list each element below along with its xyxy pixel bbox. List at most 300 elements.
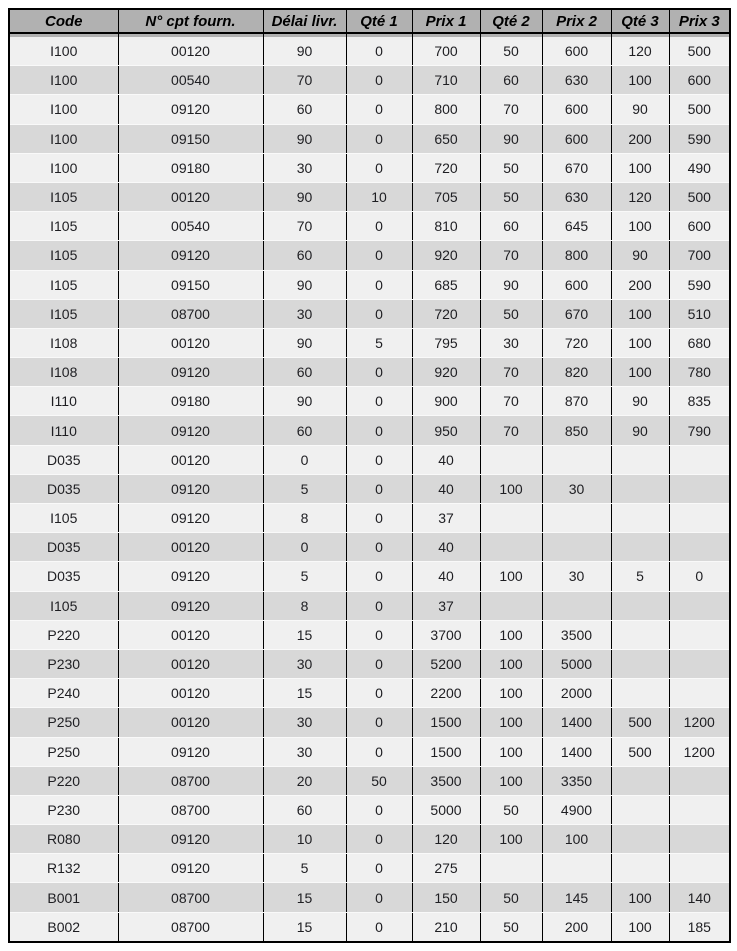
cell-delai-livr: 30	[263, 708, 346, 737]
cell-code: I100	[9, 153, 118, 182]
cell-qte-2: 70	[480, 416, 542, 445]
cell-prix-3: 700	[669, 241, 730, 270]
cell-code: I105	[9, 504, 118, 533]
cell-delai-livr: 90	[263, 270, 346, 299]
cell-delai-livr: 30	[263, 153, 346, 182]
cell-code: D035	[9, 474, 118, 503]
column-header-prix-1	[412, 9, 480, 37]
cell-prix-3	[669, 620, 730, 649]
cell-qte-3	[611, 825, 669, 854]
cell-prix-3	[669, 445, 730, 474]
cell-prix-3	[669, 504, 730, 533]
cell-n-cpt-fourn: 08700	[118, 883, 263, 912]
cell-prix-3: 1200	[669, 737, 730, 766]
cell-delai-livr: 0	[263, 445, 346, 474]
cell-prix-3: 680	[669, 328, 730, 357]
cell-qte-1: 0	[346, 708, 412, 737]
cell-prix-3	[669, 591, 730, 620]
cell-prix-2: 670	[542, 299, 611, 328]
cell-qte-3: 100	[611, 153, 669, 182]
cell-prix-1: 900	[412, 387, 480, 416]
cell-n-cpt-fourn: 00540	[118, 66, 263, 95]
table-row[interactable]	[9, 241, 730, 270]
cell-qte-3	[611, 620, 669, 649]
cell-qte-2	[480, 591, 542, 620]
cell-code: D035	[9, 533, 118, 562]
cell-qte-2: 100	[480, 620, 542, 649]
cell-n-cpt-fourn: 09120	[118, 474, 263, 503]
cell-prix-3	[669, 533, 730, 562]
cell-prix-1: 37	[412, 591, 480, 620]
cell-prix-3	[669, 474, 730, 503]
cell-qte-3: 5	[611, 562, 669, 591]
column-header-label: Code	[10, 10, 118, 34]
cell-prix-1: 720	[412, 153, 480, 182]
cell-prix-2	[542, 854, 611, 883]
table-row[interactable]	[9, 737, 730, 766]
cell-prix-1: 650	[412, 124, 480, 153]
cell-n-cpt-fourn: 00120	[118, 533, 263, 562]
cell-prix-2: 4900	[542, 795, 611, 824]
cell-prix-1: 210	[412, 912, 480, 942]
cell-prix-1: 40	[412, 533, 480, 562]
cell-n-cpt-fourn: 09120	[118, 504, 263, 533]
cell-prix-2: 600	[542, 124, 611, 153]
cell-n-cpt-fourn: 09120	[118, 737, 263, 766]
cell-delai-livr: 70	[263, 212, 346, 241]
cell-qte-3	[611, 591, 669, 620]
cell-delai-livr: 90	[263, 387, 346, 416]
cell-prix-3	[669, 649, 730, 678]
table-row[interactable]	[9, 445, 730, 474]
cell-prix-3: 790	[669, 416, 730, 445]
cell-code: D035	[9, 445, 118, 474]
cell-prix-2: 200	[542, 912, 611, 942]
cell-qte-3: 90	[611, 95, 669, 124]
cell-prix-2: 600	[542, 37, 611, 66]
cell-prix-1: 950	[412, 416, 480, 445]
cell-prix-2: 870	[542, 387, 611, 416]
cell-qte-1: 0	[346, 95, 412, 124]
cell-delai-livr: 30	[263, 649, 346, 678]
table-header-row	[9, 9, 730, 37]
cell-qte-3: 120	[611, 37, 669, 66]
cell-n-cpt-fourn: 08700	[118, 766, 263, 795]
cell-delai-livr: 60	[263, 241, 346, 270]
cell-n-cpt-fourn: 09180	[118, 387, 263, 416]
table-row[interactable]	[9, 825, 730, 854]
cell-n-cpt-fourn: 00120	[118, 182, 263, 211]
cell-delai-livr: 5	[263, 474, 346, 503]
cell-delai-livr: 70	[263, 66, 346, 95]
cell-qte-2: 50	[480, 883, 542, 912]
cell-prix-1: 705	[412, 182, 480, 211]
cell-prix-3: 1200	[669, 708, 730, 737]
cell-prix-1: 5000	[412, 795, 480, 824]
cell-prix-1: 810	[412, 212, 480, 241]
cell-prix-1: 40	[412, 445, 480, 474]
cell-delai-livr: 60	[263, 95, 346, 124]
cell-qte-1: 0	[346, 124, 412, 153]
cell-prix-3: 600	[669, 212, 730, 241]
cell-n-cpt-fourn: 09120	[118, 825, 263, 854]
cell-delai-livr: 60	[263, 416, 346, 445]
cell-qte-3: 120	[611, 182, 669, 211]
cell-prix-1: 40	[412, 474, 480, 503]
cell-code: I110	[9, 416, 118, 445]
cell-qte-1: 0	[346, 212, 412, 241]
table-row[interactable]	[9, 591, 730, 620]
table-row[interactable]	[9, 533, 730, 562]
cell-qte-2: 100	[480, 649, 542, 678]
cell-n-cpt-fourn: 09120	[118, 358, 263, 387]
table-row[interactable]	[9, 474, 730, 503]
cell-qte-3: 200	[611, 124, 669, 153]
cell-n-cpt-fourn: 09180	[118, 153, 263, 182]
cell-qte-2: 70	[480, 358, 542, 387]
table-row[interactable]	[9, 679, 730, 708]
cell-n-cpt-fourn: 00120	[118, 37, 263, 66]
cell-delai-livr: 10	[263, 825, 346, 854]
cell-prix-2: 5000	[542, 649, 611, 678]
cell-qte-1: 10	[346, 182, 412, 211]
cell-prix-2: 30	[542, 562, 611, 591]
table-row[interactable]	[9, 212, 730, 241]
cell-qte-1: 5	[346, 328, 412, 357]
cell-n-cpt-fourn: 08700	[118, 795, 263, 824]
table-row[interactable]	[9, 95, 730, 124]
cell-prix-1: 40	[412, 562, 480, 591]
cell-qte-1: 0	[346, 679, 412, 708]
cell-prix-3: 500	[669, 37, 730, 66]
cell-prix-1: 795	[412, 328, 480, 357]
cell-code: I100	[9, 66, 118, 95]
cell-qte-1: 0	[346, 387, 412, 416]
table-row[interactable]	[9, 37, 730, 66]
cell-qte-3: 100	[611, 883, 669, 912]
cell-prix-2: 3350	[542, 766, 611, 795]
cell-prix-1: 685	[412, 270, 480, 299]
cell-qte-1: 0	[346, 562, 412, 591]
cell-code: B001	[9, 883, 118, 912]
table-row[interactable]	[9, 124, 730, 153]
cell-n-cpt-fourn: 09120	[118, 591, 263, 620]
cell-code: P230	[9, 649, 118, 678]
cell-prix-3: 185	[669, 912, 730, 942]
cell-delai-livr: 90	[263, 37, 346, 66]
cell-n-cpt-fourn: 08700	[118, 299, 263, 328]
cell-prix-2: 30	[542, 474, 611, 503]
cell-code: I110	[9, 387, 118, 416]
cell-prix-3: 500	[669, 95, 730, 124]
cell-qte-3: 100	[611, 299, 669, 328]
cell-n-cpt-fourn: 09120	[118, 95, 263, 124]
column-header-n-cpt-fourn	[118, 9, 263, 37]
cell-qte-2: 60	[480, 212, 542, 241]
cell-qte-2: 100	[480, 562, 542, 591]
cell-qte-2: 50	[480, 912, 542, 942]
cell-prix-2	[542, 504, 611, 533]
table-row[interactable]	[9, 153, 730, 182]
cell-qte-2: 100	[480, 679, 542, 708]
table-row[interactable]	[9, 504, 730, 533]
cell-prix-1: 37	[412, 504, 480, 533]
table-row[interactable]	[9, 854, 730, 883]
cell-prix-3	[669, 766, 730, 795]
table-row[interactable]	[9, 328, 730, 357]
cell-qte-1: 0	[346, 358, 412, 387]
cell-code: P250	[9, 708, 118, 737]
cell-prix-1: 275	[412, 854, 480, 883]
cell-prix-2: 645	[542, 212, 611, 241]
cell-qte-1: 0	[346, 445, 412, 474]
cell-prix-3	[669, 795, 730, 824]
cell-delai-livr: 90	[263, 182, 346, 211]
cell-prix-2: 630	[542, 182, 611, 211]
cell-prix-3: 500	[669, 182, 730, 211]
cell-qte-3: 100	[611, 358, 669, 387]
cell-n-cpt-fourn: 09120	[118, 416, 263, 445]
cell-code: P230	[9, 795, 118, 824]
cell-delai-livr: 15	[263, 620, 346, 649]
cell-prix-3: 600	[669, 66, 730, 95]
cell-qte-3	[611, 795, 669, 824]
cell-prix-3: 835	[669, 387, 730, 416]
cell-qte-2: 50	[480, 153, 542, 182]
cell-qte-2: 100	[480, 708, 542, 737]
cell-delai-livr: 0	[263, 533, 346, 562]
cell-qte-1: 0	[346, 416, 412, 445]
cell-prix-2: 670	[542, 153, 611, 182]
table-body	[9, 37, 730, 942]
cell-n-cpt-fourn: 09120	[118, 241, 263, 270]
cell-code: I105	[9, 212, 118, 241]
cell-delai-livr: 60	[263, 795, 346, 824]
cell-qte-1: 0	[346, 153, 412, 182]
column-header-label: Délai livr.	[264, 10, 346, 34]
table-row[interactable]	[9, 182, 730, 211]
cell-prix-2: 600	[542, 95, 611, 124]
cell-code: I108	[9, 358, 118, 387]
cell-qte-2: 70	[480, 387, 542, 416]
cell-qte-1: 0	[346, 795, 412, 824]
cell-n-cpt-fourn: 00120	[118, 649, 263, 678]
cell-qte-1: 50	[346, 766, 412, 795]
cell-code: D035	[9, 562, 118, 591]
cell-n-cpt-fourn: 08700	[118, 912, 263, 942]
cell-qte-1: 0	[346, 883, 412, 912]
column-header-delai-livr	[263, 9, 346, 37]
cell-qte-1: 0	[346, 825, 412, 854]
cell-delai-livr: 15	[263, 679, 346, 708]
cell-qte-1: 0	[346, 299, 412, 328]
cell-prix-3	[669, 825, 730, 854]
cell-delai-livr: 5	[263, 562, 346, 591]
cell-qte-3	[611, 766, 669, 795]
cell-code: P220	[9, 766, 118, 795]
cell-code: I100	[9, 37, 118, 66]
column-header-label: Prix 3	[670, 10, 730, 34]
cell-prix-3: 590	[669, 270, 730, 299]
cell-qte-2: 90	[480, 124, 542, 153]
table-row[interactable]	[9, 649, 730, 678]
cell-delai-livr: 15	[263, 883, 346, 912]
cell-qte-3: 90	[611, 387, 669, 416]
cell-qte-3	[611, 504, 669, 533]
cell-code: I105	[9, 241, 118, 270]
cell-qte-1: 0	[346, 37, 412, 66]
column-header-label: N° cpt fourn.	[119, 10, 263, 34]
cell-code: B002	[9, 912, 118, 942]
cell-delai-livr: 90	[263, 124, 346, 153]
column-header-prix-3	[669, 9, 730, 37]
cell-prix-2: 2000	[542, 679, 611, 708]
table-row[interactable]	[9, 883, 730, 912]
cell-qte-3: 100	[611, 328, 669, 357]
cell-qte-3: 90	[611, 416, 669, 445]
cell-n-cpt-fourn: 09150	[118, 270, 263, 299]
cell-n-cpt-fourn: 00120	[118, 679, 263, 708]
cell-delai-livr: 15	[263, 912, 346, 942]
cell-prix-3: 780	[669, 358, 730, 387]
cell-prix-2	[542, 591, 611, 620]
table-row[interactable]	[9, 387, 730, 416]
cell-code: P240	[9, 679, 118, 708]
cell-qte-2	[480, 445, 542, 474]
cell-code: R132	[9, 854, 118, 883]
column-header-qte-3	[611, 9, 669, 37]
cell-qte-2	[480, 504, 542, 533]
cell-qte-1: 0	[346, 912, 412, 942]
cell-code: P250	[9, 737, 118, 766]
column-header-label: Qté 2	[481, 10, 542, 34]
cell-prix-1: 1500	[412, 737, 480, 766]
cell-qte-3: 500	[611, 737, 669, 766]
column-header-label: Prix 2	[543, 10, 611, 34]
cell-n-cpt-fourn: 09150	[118, 124, 263, 153]
cell-code: I108	[9, 328, 118, 357]
table-row[interactable]	[9, 562, 730, 591]
cell-qte-3	[611, 533, 669, 562]
cell-prix-2: 630	[542, 66, 611, 95]
cell-delai-livr: 8	[263, 591, 346, 620]
cell-prix-1: 700	[412, 37, 480, 66]
cell-qte-1: 0	[346, 241, 412, 270]
cell-prix-1: 150	[412, 883, 480, 912]
cell-prix-2: 100	[542, 825, 611, 854]
cell-prix-1: 920	[412, 241, 480, 270]
cell-code: I105	[9, 182, 118, 211]
cell-qte-2: 90	[480, 270, 542, 299]
supplier-price-table	[8, 8, 731, 943]
cell-prix-2: 720	[542, 328, 611, 357]
cell-n-cpt-fourn: 00120	[118, 328, 263, 357]
cell-qte-3: 100	[611, 66, 669, 95]
cell-qte-3: 200	[611, 270, 669, 299]
cell-prix-2	[542, 445, 611, 474]
cell-qte-2: 100	[480, 825, 542, 854]
cell-prix-3	[669, 854, 730, 883]
cell-qte-3: 100	[611, 212, 669, 241]
cell-delai-livr: 8	[263, 504, 346, 533]
column-header-prix-2	[542, 9, 611, 37]
table-row[interactable]	[9, 270, 730, 299]
cell-qte-3: 100	[611, 912, 669, 942]
cell-n-cpt-fourn: 09120	[118, 854, 263, 883]
cell-prix-2: 145	[542, 883, 611, 912]
cell-qte-3	[611, 649, 669, 678]
cell-prix-1: 1500	[412, 708, 480, 737]
cell-delai-livr: 90	[263, 328, 346, 357]
table-row[interactable]	[9, 766, 730, 795]
cell-code: I105	[9, 591, 118, 620]
cell-prix-2: 1400	[542, 737, 611, 766]
cell-qte-2: 70	[480, 95, 542, 124]
cell-qte-2: 30	[480, 328, 542, 357]
cell-prix-2: 600	[542, 270, 611, 299]
table-row[interactable]	[9, 299, 730, 328]
cell-prix-2: 800	[542, 241, 611, 270]
cell-qte-2: 50	[480, 37, 542, 66]
cell-qte-1: 0	[346, 504, 412, 533]
cell-prix-3: 0	[669, 562, 730, 591]
column-header-label: Qté 1	[347, 10, 412, 34]
cell-qte-1: 0	[346, 66, 412, 95]
table-row[interactable]	[9, 620, 730, 649]
cell-prix-3: 590	[669, 124, 730, 153]
cell-qte-3: 500	[611, 708, 669, 737]
cell-qte-3: 90	[611, 241, 669, 270]
table-row[interactable]	[9, 358, 730, 387]
cell-prix-1: 920	[412, 358, 480, 387]
cell-prix-3: 510	[669, 299, 730, 328]
cell-qte-1: 0	[346, 737, 412, 766]
cell-n-cpt-fourn: 00120	[118, 445, 263, 474]
cell-qte-2: 50	[480, 299, 542, 328]
cell-qte-2: 100	[480, 474, 542, 503]
cell-qte-2: 60	[480, 66, 542, 95]
cell-delai-livr: 20	[263, 766, 346, 795]
cell-delai-livr: 30	[263, 737, 346, 766]
cell-qte-1: 0	[346, 854, 412, 883]
cell-prix-1: 800	[412, 95, 480, 124]
cell-n-cpt-fourn: 00540	[118, 212, 263, 241]
cell-prix-3: 490	[669, 153, 730, 182]
cell-qte-3	[611, 854, 669, 883]
cell-prix-1: 710	[412, 66, 480, 95]
cell-prix-1: 720	[412, 299, 480, 328]
cell-prix-2	[542, 533, 611, 562]
cell-prix-1: 5200	[412, 649, 480, 678]
table-row[interactable]	[9, 416, 730, 445]
cell-prix-2: 1400	[542, 708, 611, 737]
table-row[interactable]	[9, 795, 730, 824]
cell-prix-3: 140	[669, 883, 730, 912]
cell-qte-1: 0	[346, 270, 412, 299]
cell-qte-3	[611, 445, 669, 474]
cell-qte-1: 0	[346, 591, 412, 620]
table-row[interactable]	[9, 66, 730, 95]
cell-code: I100	[9, 124, 118, 153]
table-row[interactable]	[9, 912, 730, 942]
column-header-code	[9, 9, 118, 37]
cell-delai-livr: 60	[263, 358, 346, 387]
cell-prix-3	[669, 679, 730, 708]
column-header-qte-2	[480, 9, 542, 37]
cell-n-cpt-fourn: 00120	[118, 708, 263, 737]
cell-prix-2: 3500	[542, 620, 611, 649]
table-row[interactable]	[9, 708, 730, 737]
